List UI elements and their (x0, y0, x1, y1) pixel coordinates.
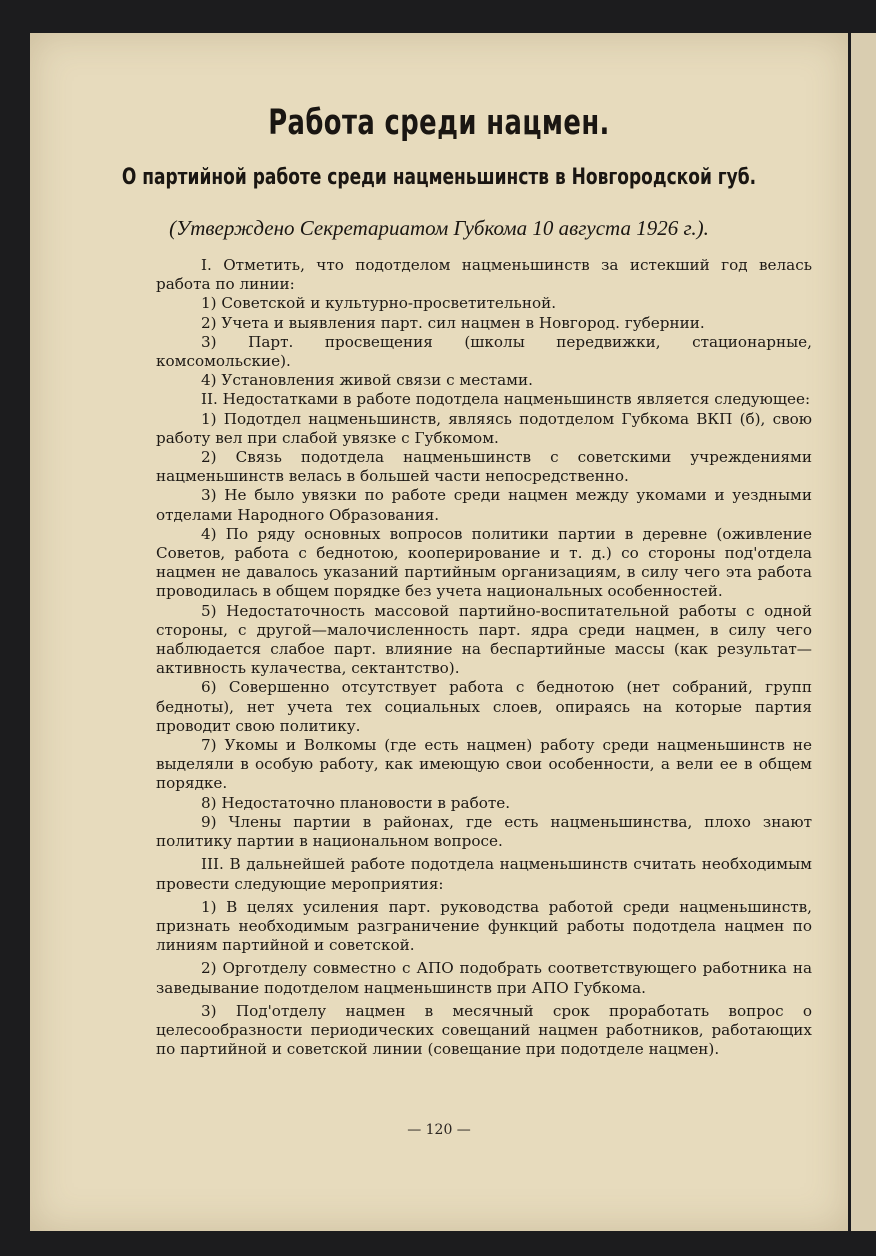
paragraph: 4) Установления живой связи с местами. (201, 371, 533, 390)
paragraph: 1) Советской и культурно-просветительной. (201, 294, 557, 313)
document-page (30, 33, 848, 1231)
page-title: Работа среди нацмен. (268, 103, 610, 143)
paragraph: 5) Недостаточность массовой партийно-воспитательной работы с одной стороны, с другой—малочисленность парт. ядра среди нацмен, в силу чего наблюдается слабое парт. влияние на беспартийные массы (как результат—активность кулачества, сектантство). (156, 601, 812, 678)
paragraph: 1) В целях усиления парт. руководства работой среди нацменьшинств, признать необходимым разграничение функций работы подотдела нацмен по линиям партийной и советской. (156, 897, 812, 955)
paragraph: 4) По ряду основных вопросов политики партии в деревне (оживление Советов, работа с беднотою, кооперирование и т. д.) со стороны под'отдела нацмен не давалось указаний партийным организациям, в силу чего эта работа проводилась в общем порядке без учета национальных особенностей. (156, 524, 812, 601)
paragraph: 1) Подотдел нацменьшинств, являясь подотделом Губкома ВКП (б), свою работу вел при слабой увязке с Губкомом. (156, 409, 812, 447)
approval-note: (Утверждено Секретариатом Губкома 10 августа 1926 г.). (169, 216, 709, 240)
adjacent-page-edge (851, 33, 876, 1231)
page-number: — 120 — (407, 1122, 471, 1138)
paragraph: 2) Связь подотдела нацменьшинств с советскими учреждениями нацменьшинств велась в большей части непосредственно. (156, 448, 812, 486)
paragraph: 3) Парт. просвещения (школы передвижки, стационарные, комсомольские). (156, 332, 812, 371)
paragraph: 2) Орготделу совместно с АПО подобрать соответствующего работника на заведывание подотделом нацменьшинств при АПО Губкома. (156, 959, 812, 997)
paragraph: 9) Члены партии в районах, где есть нацменьшинства, плохо знают политику партии в национальном вопросе. (156, 812, 812, 851)
paragraph: 3) Не было увязки по работе среди нацмен между укомами и уездными отделами Народного Образования. (156, 486, 812, 524)
paragraph: 7) Укомы и Волкомы (где есть нацмен) работу среди нацменьшинств не выделяли в особую работу, как имеющую свои особенности, а вели ее в общем порядке. (156, 736, 812, 793)
paragraph: I. Отметить, что подотделом нацменьшинств за истекший год велась работа по линии: (156, 256, 812, 294)
paragraph: 8) Недостаточно плановости в работе. (201, 793, 511, 812)
paragraph: 6) Совершенно отсутствует работа с беднотою (нет собраний, групп бедноты), нет учета тех социальных слоев, опираясь на которые партия проводит свою политику. (156, 678, 812, 735)
paragraph: 3) Под'отделу нацмен в месячный срок проработать вопрос о целесообразности периодических совещаний нацмен работников, работающих по партийной и советской линии (совещание при подотделе нацмен). (156, 1001, 812, 1059)
paragraph: III. В дальнейшей работе подотдела нацменьшинств считать необходимым провести следующие мероприятия: (156, 855, 812, 893)
page-subtitle: О партийной работе среди нацменьшинств в Новгородской губ. (121, 165, 757, 190)
paragraph: 2) Учета и выявления парт. сил нацмен в Новгород. губернии. (201, 313, 705, 332)
document-body (156, 256, 812, 1059)
paragraph: II. Недостатками в работе подотдела нацменьшинств является следующее: (201, 390, 811, 409)
